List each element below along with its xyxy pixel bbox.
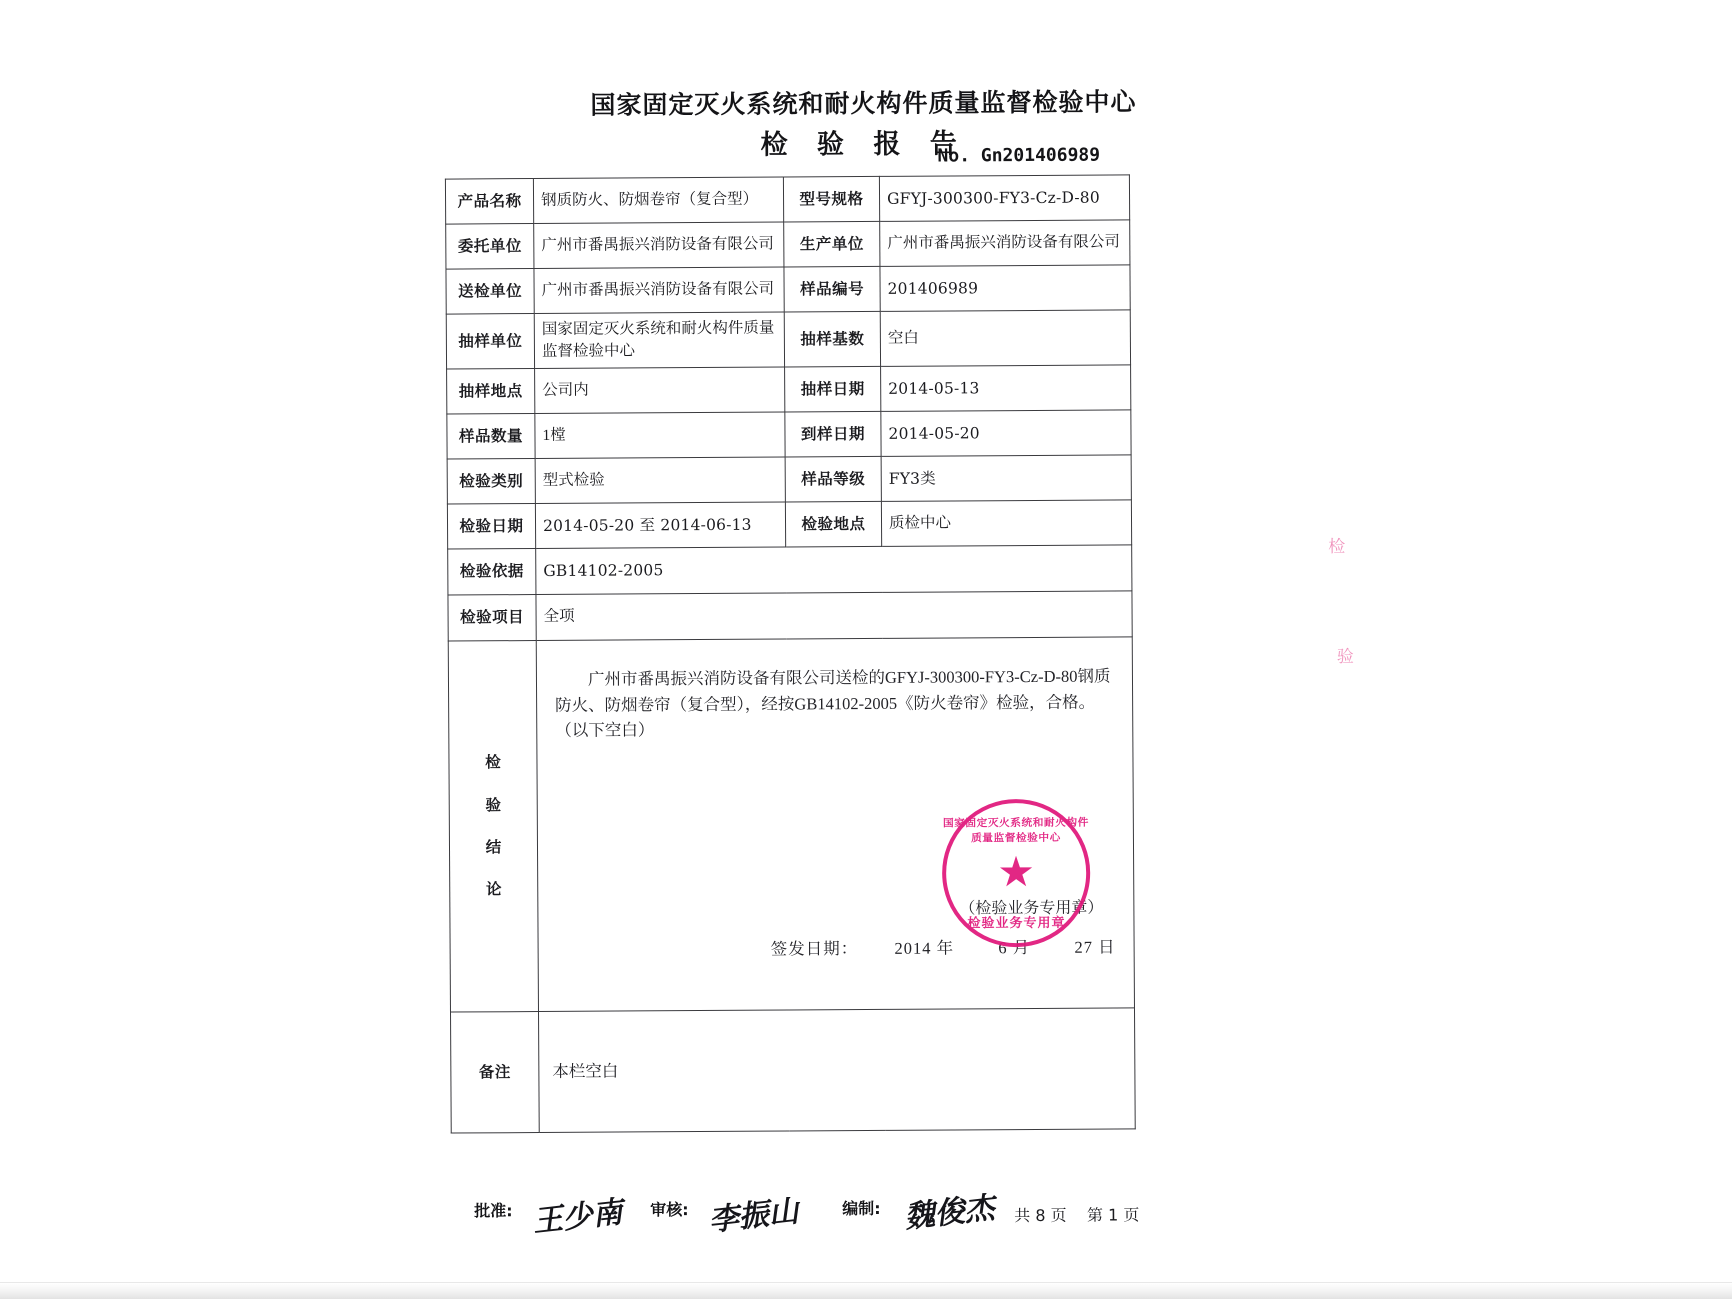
conclusion-label-char: 检 — [485, 753, 501, 772]
remark-label: 备注 — [451, 1012, 540, 1134]
issue-year: 2014 — [894, 938, 932, 958]
conclusion-label-char: 论 — [485, 880, 502, 899]
sample-number-value: 201406989 — [880, 265, 1130, 312]
sampling-unit-value: 国家固定灭火系统和耐火构件质量监督检验中心 — [534, 312, 784, 369]
report-info-table — [445, 174, 1136, 1133]
issue-month: 6 — [998, 938, 1008, 958]
test-type-value: 型式检验 — [535, 457, 785, 504]
issuing-institution-title: 国家固定灭火系统和耐火构件质量监督检验中心 — [590, 87, 1137, 120]
approve-label: 批准: — [474, 1201, 513, 1221]
sampling-date-value: 2014-05-13 — [881, 365, 1131, 412]
product-name-value: 钢质防火、防烟卷帘（复合型） — [533, 177, 783, 224]
approve-signature: 王少南 — [530, 1194, 625, 1240]
page-count — [1014, 1202, 1139, 1226]
table-row — [448, 591, 1132, 641]
test-basis-label: 检验依据 — [448, 549, 536, 596]
conclusion-cell — [536, 637, 1134, 1012]
sample-quantity-value: 1樘 — [535, 412, 785, 459]
issue-month-unit: 月 — [1012, 938, 1031, 958]
test-type-label: 检验类别 — [447, 459, 535, 505]
seal-caption: （检验业务专用章） — [959, 899, 1104, 918]
seal-bottom-text: 检验业务专用章 — [967, 915, 1066, 932]
conclusion-paragraph: 广州市番禺振兴消防设备有限公司送检的GFYJ-300300-FY3-Cz-D-80钢质防火、防烟卷帘（复合型），经按GB14102-2005《防火卷帘》检验，合格。（以下空白） — [555, 666, 1111, 741]
report-number: No. Gn201406989 — [937, 144, 1101, 167]
product-name-label: 产品名称 — [445, 179, 533, 225]
table-row — [445, 175, 1129, 224]
sampling-date-label: 抽样日期 — [785, 366, 881, 412]
test-items-label: 检验项目 — [448, 595, 536, 642]
seal-top-text: 国家固定灭火系统和耐火构件质量监督检验中心 — [942, 816, 1089, 845]
test-place-value: 质检中心 — [881, 500, 1131, 547]
sample-grade-value: FY3类 — [881, 455, 1131, 502]
manufacturer-value: 广州市番禺振兴消防设备有限公司 — [880, 220, 1130, 267]
review-signature: 李振山 — [706, 1193, 801, 1239]
conclusion-label-char: 验 — [485, 795, 502, 814]
margin-mark: 验 — [1332, 647, 1353, 669]
test-date-value: 2014-05-20 至 2014-06-13 — [535, 502, 785, 549]
sample-number-label: 样品编号 — [784, 266, 880, 312]
client-label: 委托单位 — [446, 224, 534, 270]
arrival-date-value: 2014-05-20 — [881, 410, 1131, 457]
scan-page-edge — [0, 1282, 1732, 1299]
sample-grade-label: 样品等级 — [785, 456, 881, 502]
table-row — [447, 500, 1131, 549]
test-basis-value: GB14102-2005 — [536, 545, 1132, 595]
star-icon: ★ — [997, 849, 1036, 897]
table-row-remark — [451, 1008, 1136, 1133]
test-items-value: 全项 — [536, 591, 1132, 641]
arrival-date-label: 到样日期 — [785, 411, 881, 457]
conclusion-label-char: 结 — [485, 838, 502, 857]
page-title: 检 验 报 告 — [760, 128, 967, 161]
table-row — [446, 310, 1130, 369]
table-row — [446, 265, 1130, 314]
compile-label: 编制: — [842, 1198, 881, 1219]
issue-year-unit: 年 — [936, 938, 955, 958]
sampling-unit-label: 抽样单位 — [446, 314, 534, 370]
total-pages: 共 8 页 — [1014, 1205, 1067, 1226]
issue-day-unit: 日 — [1098, 937, 1116, 957]
issue-date-label: 签发日期： — [770, 939, 859, 959]
sampling-place-label: 抽样地点 — [447, 369, 535, 415]
submitter-label: 送检单位 — [446, 269, 534, 315]
model-label: 型号规格 — [783, 176, 879, 222]
compile-field — [842, 1196, 881, 1219]
remark-value: 本栏空白 — [552, 1061, 619, 1081]
compile-signature: 魏俊杰 — [902, 1190, 997, 1236]
table-row — [446, 220, 1130, 269]
sampling-place-value: 公司内 — [535, 367, 785, 414]
table-row — [448, 545, 1132, 595]
current-page: 第 1 页 — [1086, 1205, 1140, 1225]
model-value: GFYJ-300300-FY3-Cz-D-80 — [879, 175, 1129, 222]
margin-mark: 检 — [1324, 537, 1345, 559]
approve-field — [474, 1198, 513, 1221]
sample-quantity-label: 样品数量 — [447, 414, 535, 460]
issue-day: 27 — [1074, 937, 1094, 957]
test-date-label: 检验日期 — [447, 504, 535, 550]
issue-date-line — [771, 936, 1116, 962]
test-place-label: 检验地点 — [785, 501, 881, 547]
client-value: 广州市番禺振兴消防设备有限公司 — [534, 222, 784, 269]
sampling-base-label: 抽样基数 — [784, 311, 880, 367]
table-row — [447, 365, 1131, 414]
manufacturer-label: 生产单位 — [784, 221, 880, 267]
remark-cell — [538, 1008, 1135, 1133]
table-row — [447, 410, 1131, 459]
sampling-base-value: 空白 — [880, 310, 1130, 367]
table-row — [447, 455, 1131, 504]
review-label: 审核: — [650, 1200, 689, 1220]
table-row-conclusion — [448, 637, 1134, 1012]
footer-signature-row — [474, 1190, 1174, 1240]
conclusion-label — [448, 641, 538, 1013]
review-field — [650, 1197, 689, 1220]
submitter-value: 广州市番禺振兴消防设备有限公司 — [534, 267, 784, 314]
